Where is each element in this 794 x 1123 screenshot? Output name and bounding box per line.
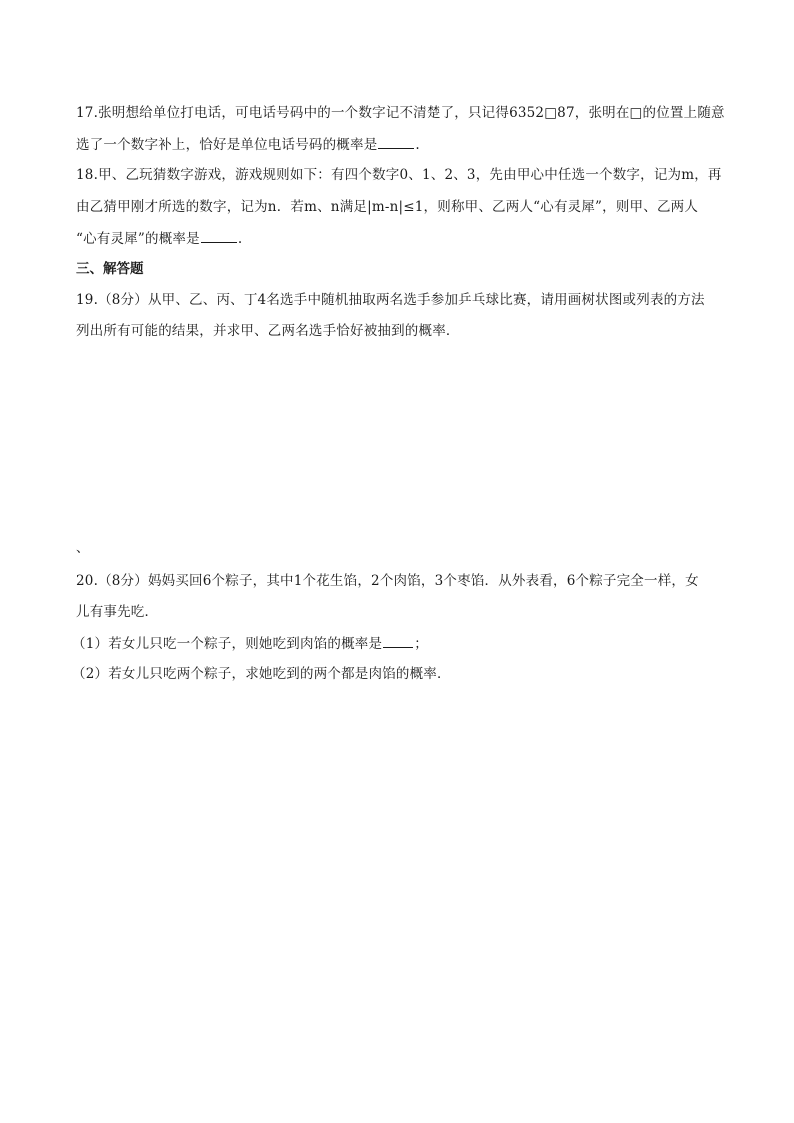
q18-line-1: 18.甲、乙玩猜数字游戏，游戏规则如下：有四个数字0、1、2、3，先由甲心中任选一个数字，记为m，再 xyxy=(76,167,722,183)
section-heading: 三、解答题 xyxy=(76,261,144,277)
q17-line-1: 17.张明想给单位打电话，可电话号码中的一个数字记不清楚了，只记得6352□87，张明在□的位置上随意 xyxy=(76,105,725,121)
q17-line-2-text: 选了一个数字补上，恰好是单位电话号码的概率是 xyxy=(76,137,378,153)
q18-line-3-end: . xyxy=(237,231,243,247)
q17-line-2 xyxy=(76,134,420,155)
q20-sub-1-end: ； xyxy=(414,636,428,652)
q17-answer-blank xyxy=(378,134,414,149)
stray-mark: 、 xyxy=(76,541,90,556)
q20-line-2: 儿有事先吃． xyxy=(76,604,159,620)
q20-sub-1 xyxy=(72,633,428,654)
q19-line-2: 列出所有可能的结果，并求甲、乙两名选手恰好被抽到的概率． xyxy=(76,323,460,339)
q19-line-1: 19.（8分）从甲、乙、丙、丁4名选手中随机抽取两名选手参加乒乓球比赛，请用画树状图或列表的方法 xyxy=(76,292,705,308)
q20-sub-2: （2）若女儿只吃两个粽子，求她吃到的两个都是肉馅的概率． xyxy=(72,666,451,682)
q20-answer-blank xyxy=(383,633,413,648)
q18-answer-blank xyxy=(201,228,237,243)
q18-line-3-text: “心有灵犀”的概率是 xyxy=(76,231,200,247)
q20-line-1: 20.（8分）妈妈买回6个粽子，其中1个花生馅，2个肉馅，3个枣馅．从外表看，6个粽子完全一样，女 xyxy=(76,573,699,589)
q18-line-3 xyxy=(76,228,242,249)
q20-sub-1-text: （1）若女儿只吃一个粽子，则她吃到肉馅的概率是 xyxy=(72,636,383,652)
q18-line-2: 由乙猜甲刚才所选的数字，记为n．若m、n满足|m-n|≤1，则称甲、乙两人“心有灵犀”，则甲、乙两人 xyxy=(76,199,699,215)
q17-line-2-end: . xyxy=(415,137,420,153)
